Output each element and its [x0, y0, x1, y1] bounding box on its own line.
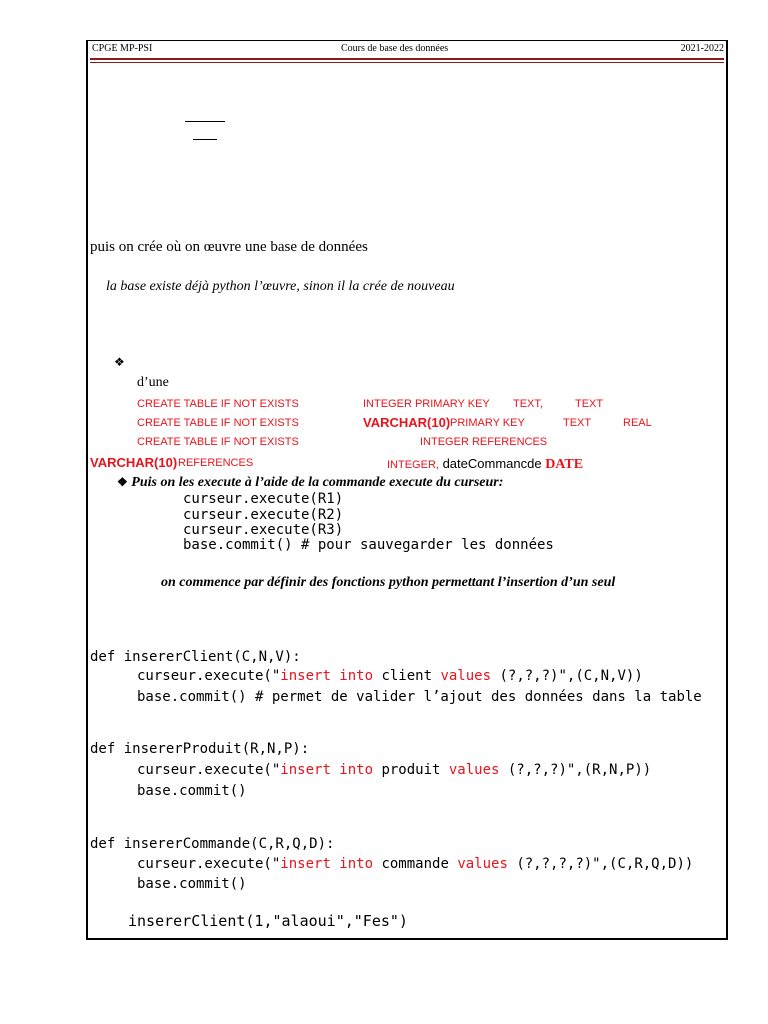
sql-r2-col4: REAL	[623, 417, 652, 429]
underline-mark-1	[185, 121, 225, 122]
sql-r4-references: REFERENCES	[178, 457, 254, 469]
sql-r2-col3: TEXT	[563, 417, 592, 429]
bullet-icon-2: ❖	[117, 475, 128, 489]
underline-mark-2	[193, 139, 217, 140]
code-f2-line1: curseur.execute("insert into produit values (?,?,?)",(R,N,P))	[137, 762, 652, 778]
execute-line-4: base.commit() # pour sauvegarder les données	[183, 537, 554, 553]
dune-text: d’une	[137, 375, 169, 390]
code-call: insererClient(1,"alaoui","Fes")	[128, 912, 408, 930]
page-header	[90, 43, 726, 57]
code-def-inserer-client: def insererClient(C,N,V):	[90, 649, 301, 665]
code-def-inserer-produit: def insererProduit(R,N,P):	[90, 741, 310, 757]
header-left: CPGE MP-PSI	[92, 43, 153, 54]
sql-r4-varchar: VARCHAR(10)	[90, 455, 178, 470]
code-f2-line2: base.commit()	[137, 783, 247, 799]
header-center: Cours de base des données	[341, 43, 449, 54]
code-f1-line1: curseur.execute("insert into client values (?,?,?)",(C,N,V))	[137, 668, 643, 684]
insert-intro: on commence par définir des fonctions python permettant l’insertion d’un seul	[161, 575, 616, 590]
code-f1-line2: base.commit() # permet de valider l’ajout des données dans la table	[137, 689, 702, 705]
execute-line-2: curseur.execute(R2)	[183, 507, 344, 523]
sql-r1-col2: INTEGER PRIMARY KEY	[363, 398, 490, 410]
header-rule-thin	[90, 62, 724, 63]
header-right: 2021-2022	[680, 43, 724, 54]
execute-heading	[117, 475, 503, 491]
code-def-inserer-commande: def insererCommande(C,R,Q,D):	[90, 836, 335, 852]
intro-line: puis on crée où on œuvre une base de données	[90, 239, 368, 255]
sql-r1-col4: TEXT	[575, 398, 604, 410]
execute-title: Puis on les execute à l’aide de la commande execute du curseur:	[131, 475, 504, 490]
intro-italic-line: la base existe déjà python l’œuvre, sinon il la crée de nouveau	[106, 279, 455, 294]
sql-r1-col3: TEXT,	[513, 398, 543, 410]
sql-r2-primary: PRIMARY KEY	[450, 417, 525, 429]
sql-r3-create: CREATE TABLE IF NOT EXISTS	[137, 436, 299, 448]
sql-r4-integer: INTEGER,	[387, 459, 439, 471]
header-rule-thick	[90, 58, 724, 60]
execute-line-3: curseur.execute(R3)	[183, 522, 344, 538]
code-f3-line1: curseur.execute("insert into commande values (?,?,?,?)",(C,R,Q,D))	[137, 856, 694, 872]
sql-r2-varchar: VARCHAR(10)	[363, 415, 451, 430]
sql-r4-datecol: dateCommancde	[438, 456, 546, 471]
sql-r4-date: DATE	[545, 457, 584, 472]
code-f3-line2: base.commit()	[137, 876, 247, 892]
sql-r4-rest	[387, 456, 583, 473]
sql-r2-create: CREATE TABLE IF NOT EXISTS	[137, 417, 299, 429]
sql-r3-col2: INTEGER REFERENCES	[420, 436, 548, 448]
bullet-icon: ❖	[114, 355, 125, 369]
execute-line-1: curseur.execute(R1)	[183, 491, 344, 507]
sql-r1-create: CREATE TABLE IF NOT EXISTS	[137, 398, 299, 410]
